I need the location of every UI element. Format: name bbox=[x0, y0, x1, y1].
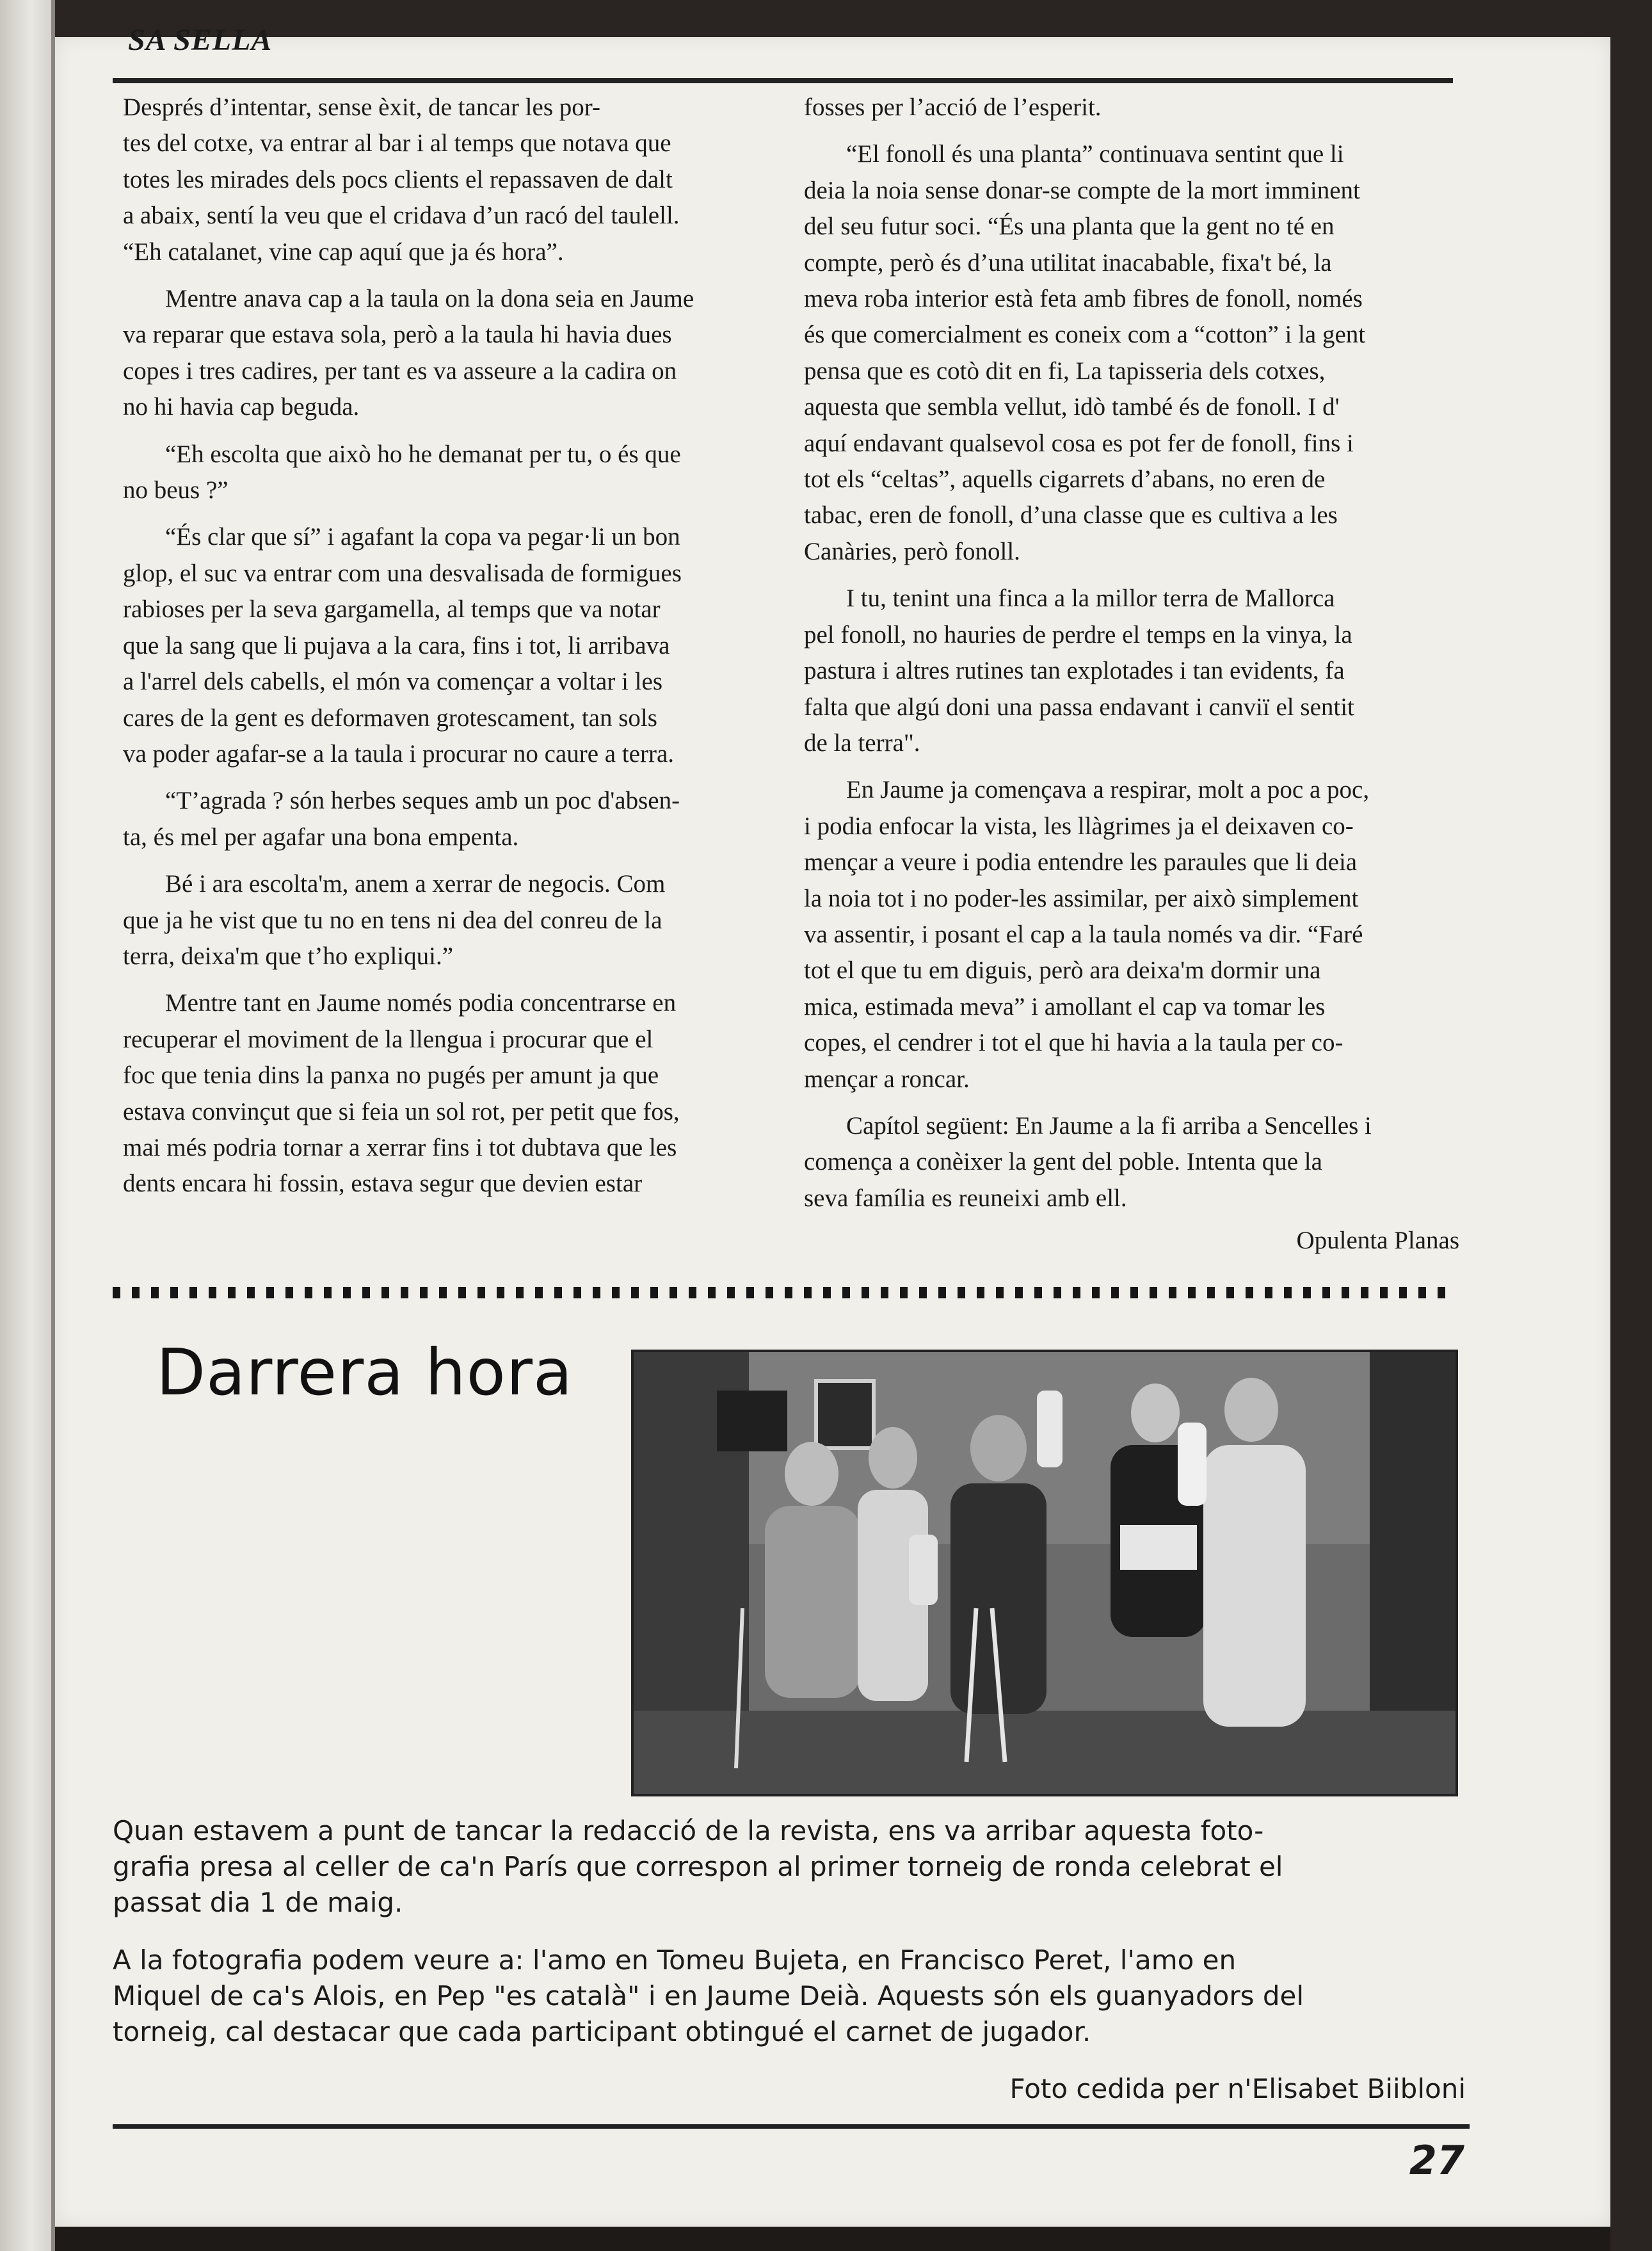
photo-illustration bbox=[634, 1352, 1456, 1794]
story-paragraph: En Jaume ja començava a respirar, molt a poc a poc, i podia enfocar la vista, les llàgrimes ja el deixaven co- mençar a veure i podia entendre les paraules que li deia la noia tot i no poder-les assimilar, per això simplement va assentir, i posant el cap a la taula només va dir. “Faré tot el que tu em diguis, però ara deixa'm dormir una mica, estimada meva” i amollant el cap va tomar les copes, el cendrer i tot el que hi havia a la taula per co- mençar a roncar. bbox=[804, 776, 1370, 1093]
story-paragraph: I tu, tenint una finca a la millor terra de Mallorca pel fonoll, no hauries de perdre el temps en la vinya, la pastura i altres rutines tan explotades i tan evidents, fa falta que algú doni una passa endavant i canviï el sentit de la terra". bbox=[804, 585, 1354, 757]
page-number: 27 bbox=[1409, 2137, 1464, 2184]
news-caption: A la fotografia podem veure a: l'amo en Tomeu Bujeta, en Francisco Peret, l'amo en Miquel de ca's Alois, en Pep "es català" i en Jaume Deià. Aquests són els guanyadors del torneig, cal destacar que cada participant obtingué el carnet de jugador. bbox=[113, 1944, 1304, 2047]
story-paragraph: “El fonoll és una planta” continuava sentint que li deia la noia sense donar-se compte de la mort imminent del seu futur soci. “És una planta que la gent no té en compte, però és d’una utilitat inacabable, fixa't bé, la meva roba interior està feta amb fibres de fonoll, només és que comercialment es coneix com a “cotton” i la gent pensa que es cotò dit en fi, La tapisseria dels cotxes, aquesta que sembla vellut, idò també és de fonoll. I d' aquí endavant qualsevol cosa es pot fer de fonoll, fins i tot els “celtas”, aquells cigarrets d’abans, no eren de tabac, eren de fonoll, d’una classe que es cultiva a les Canàries, però fonoll. bbox=[804, 140, 1366, 565]
winners-photo bbox=[631, 1350, 1458, 1796]
binding-spine bbox=[0, 0, 55, 2251]
footer-rule bbox=[113, 2124, 1470, 2129]
story-paragraph: fosses per l’acció de l’esperit. bbox=[804, 93, 1102, 121]
story-paragraph: Mentre anava cap a la taula on la dona seia en Jaume va reparar que estava sola, però a la taula hi havia dues copes i tres cadires, per tant es va asseure a la cadira on no hi havia cap beguda. bbox=[123, 285, 694, 421]
story-column-left bbox=[123, 90, 821, 1213]
dotted-divider bbox=[113, 1287, 1453, 1298]
story-signature: Opulenta Planas bbox=[1296, 1227, 1459, 1254]
masthead-title: SA SELLA bbox=[128, 23, 273, 57]
story-column-right bbox=[804, 90, 1512, 1227]
story-paragraph: Capítol següent: En Jaume a la fi arriba a Sencelles i comença a conèixer la gent del poble. Intenta que la seva família es reuneixi amb ell. bbox=[804, 1111, 1372, 1212]
header-rule bbox=[113, 78, 1453, 83]
story-paragraph: Mentre tant en Jaume només podia concentrarse en recuperar el moviment de la llengua i procurar que el foc que tenia dins la panxa no pugés per amunt ja que estava convinçut que si feia un sol rot, per petit que fos, mai més podria tornar a xerrar fins i tot dubtava que les dents encara hi fossin, estava segur que devien estar bbox=[123, 989, 680, 1198]
photo-credit: Foto cedida per n'Elisabet Biibloni bbox=[1009, 2073, 1466, 2104]
story-paragraph: Bé i ara escolta'm, anem a xerrar de negocis. Com que ja he vist que tu no en tens ni dea del conreu de la terra, deixa'm que t’ho expliqui.” bbox=[123, 870, 666, 970]
story-paragraph: “És clar que sí” i agafant la copa va pegar·li un bon glop, el suc va entrar com una desvalisada de formigues rabioses per la seva gargamella, al temps que va notar que la sang que li pujava a la cara, fins i tot, li arribava a l'arrel dels cabells, el món va començar a voltar i les cares de la gent es deformaven grotescament, tan sols va poder agafar-se a la taula i procurar no caure a terra. bbox=[123, 523, 682, 768]
news-caption: Quan estavem a punt de tancar la redacció de la revista, ens va arribar aquesta foto- grafia presa al celler de ca'n París que correspon al primer torneig de ronda celebrat el passat dia 1 de maig. bbox=[113, 1815, 1283, 1918]
story-paragraph: Després d’intentar, sense èxit, de tancar les por- tes del cotxe, va entrar al bar i al temps que notava que totes les mirades dels pocs clients el repassaven de dalt a abaix, sentí la veu que el cridava d’un racó del taulell. “Eh catalanet, vine cap aquí que ja és hora”. bbox=[123, 93, 680, 266]
scan-border bbox=[55, 2227, 1610, 2251]
story-paragraph: “T’agrada ? són herbes seques amb un poc d'absen- ta, és mel per agafar una bona empenta. bbox=[123, 787, 680, 851]
news-headline: Darrera hora bbox=[156, 1335, 573, 1410]
story-paragraph: “Eh escolta que això ho he demanat per tu, o és que no beus ?” bbox=[123, 440, 681, 504]
